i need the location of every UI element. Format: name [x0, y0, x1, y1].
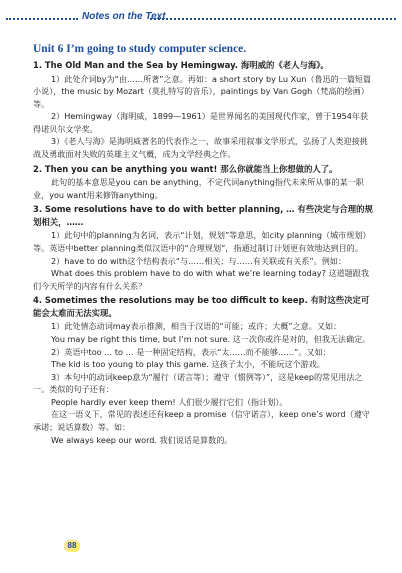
note-paragraph: 1）此处情态动词may表示推测，相当于汉语的“可能；或许；大概”之意。又如： [51, 321, 342, 332]
example-sentence: The kid is too young to play this game. 这孩子太小，不能玩这个游戏。 [51, 359, 325, 370]
note-paragraph: 2）英语中too … to … 是一种固定结构，表示“太……而不能够……”。又如： [51, 346, 331, 357]
note-paragraph: 1）此处介词by为“由……所著”之意。再如：a short story by Lu Xun（鲁迅的一篇短篇小说），the music by Mozart（莫扎特写的音乐），paintings by Van Gogh（梵高的绘画）等。 [33, 73, 372, 109]
header-section-title: Notes on the Text [82, 11, 166, 22]
header-dotted-rule-left [6, 18, 78, 20]
note-heading-1: 1. The Old Man and the Sea by Hemingway. 海明威的《老人与海》。 [33, 60, 329, 70]
example-sentence: We always keep our word. 我们说话是算数的。 [51, 434, 233, 445]
note-paragraph: 在这一语义下，常见的表述还有keep a promise（信守诺言），keep one’s word（遵守承诺；说话算数）等。如： [33, 409, 370, 433]
note-paragraph: 3）《老人与海》是海明威著名的代表作之一，故事采用叙事文学形式，弘扬了人类迎接挑战及勇敢面对失败的英雄主义气概，成为文学经典之作。 [33, 136, 368, 160]
running-header [0, 8, 402, 30]
note-heading-4: 4. Sometimes the resolutions may be too difficult to keep. 有时这些决定可能会太难而无法实现。 [33, 295, 370, 318]
note-paragraph: 2）have to do with这个结构表示“与……相关；与……有关联或有关系”。例如： [51, 255, 347, 266]
note-paragraph: 2）Hemingway（海明威，1899—1961）是世界闻名的美国现代作家，曾于1954年获得诺贝尔文学奖。 [33, 111, 369, 134]
note-heading-2: 2. Then you can be anything you want! 那么你就能当上你想做的人了。 [33, 163, 338, 174]
page-number: 88 [64, 540, 80, 552]
unit-title: Unit 6 I’m going to study computer science. [33, 43, 247, 55]
example-sentence: You may be right this time, but I’m not sure. 这一次你或许是对的，但我无法确定。 [51, 333, 371, 344]
note-paragraph: 3）本句中的动词keep意为“履行（诺言等）；遵守（惯例等）”，这是keep的常见用法之一。类似的句子还有： [33, 371, 363, 395]
note-heading-3: 3. Some resolutions have to do with better planning, … 有些决定与合理的规划相关，…… [33, 204, 373, 227]
example-sentence: People hardly ever keep them! 人们很少履行它们（指计划）。 [51, 396, 288, 407]
header-dotted-rule-right [150, 18, 396, 20]
notes-body [33, 42, 373, 446]
note-paragraph: 此句的基本意思是you can be anything，不定代词anything指代未来所从事的某一职业，you want用来修饰anything。 [33, 177, 364, 200]
example-sentence: What does this problem have to do with what we’re learning today? 这道题跟我们今天所学的内容有什么关系？ [33, 268, 369, 291]
note-paragraph: 1）此句中的planning为名词，表示“计划，规划”等意思，如city planning（城市规划）等。英语中better planning类似汉语中的“合理规划”，指通过制订计划更有效地达到目的。 [33, 230, 371, 253]
